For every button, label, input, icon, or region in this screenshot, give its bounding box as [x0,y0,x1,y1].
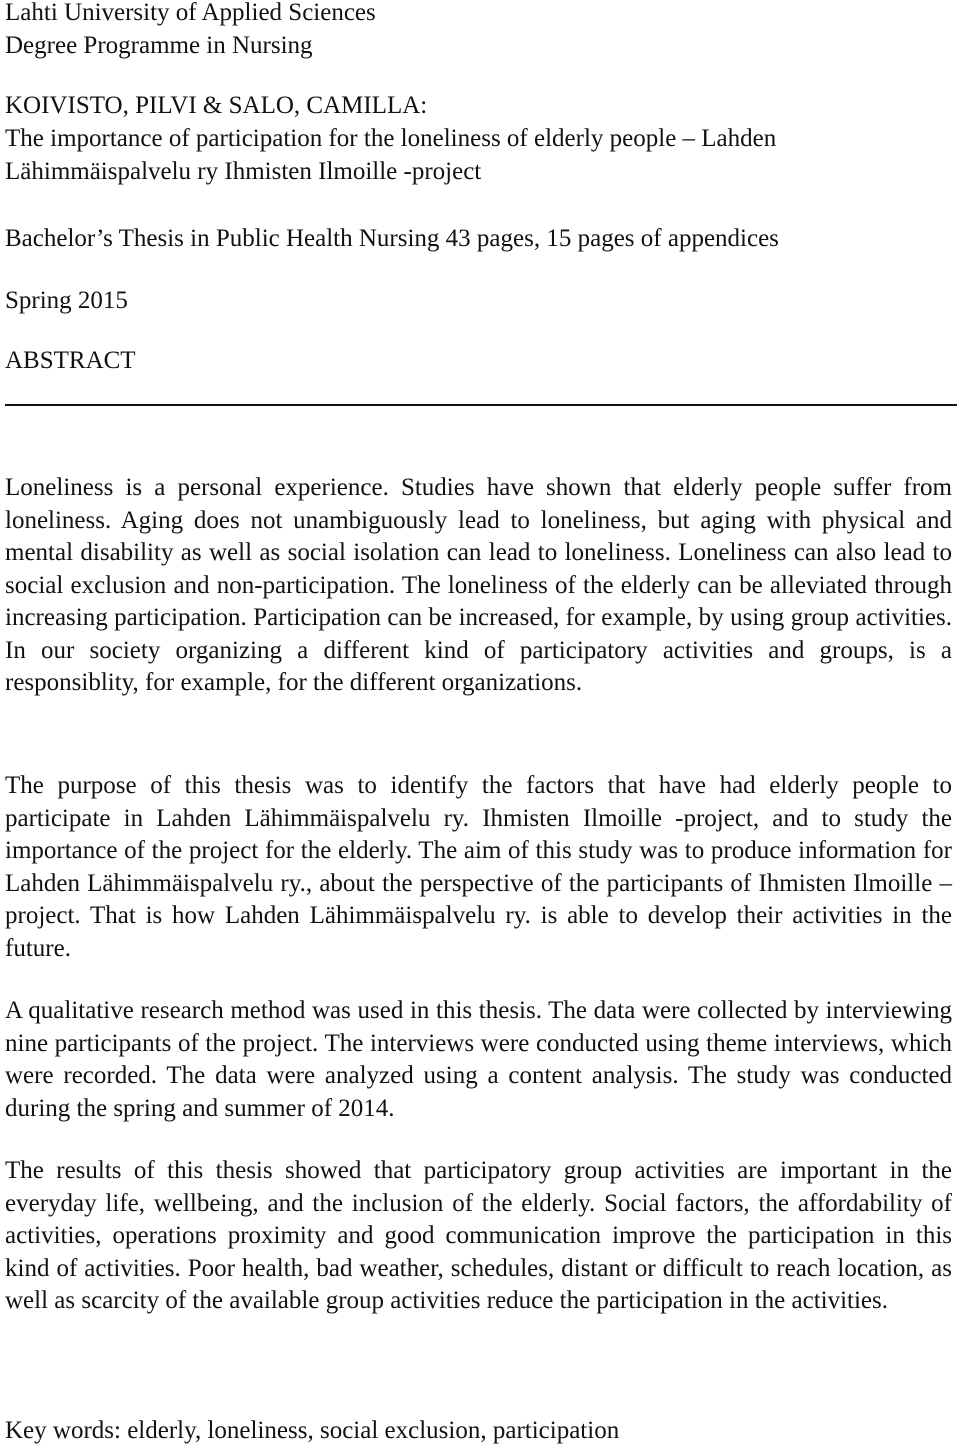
abstract-paragraph-2: The purpose of this thesis was to identify the factors that have had elderly people to participate in Lahden Lähimmäispalvelu ry. Ihmisten Ilmoille -project, and to study the importance of the project for the elderly. The aim of this study was to produce information for Lahden Lähimmäispalvelu ry., about the perspective of the participants of Ihmisten Ilmoille –project. That is how Lahden Lähimmäispalvelu ry. is able to develop their activities in the future. [5,772,952,962]
degree-programme: Degree Programme in Nursing [5,32,313,59]
authors: KOIVISTO, PILVI & SALO, CAMILLA: [5,92,428,119]
term: Spring 2015 [5,287,128,314]
section-label-abstract: ABSTRACT [5,347,136,374]
abstract-divider [5,404,957,406]
university-name: Lahti University of Applied Sciences [5,0,376,26]
abstract-paragraph-1: Loneliness is a personal experience. Studies have shown that elderly people suffer from loneliness. Aging does not unambiguously lead to loneliness, but aging with physical and mental disability as well as social isolation can lead to loneliness. Loneliness can also lead to social exclusion and non-participation. The loneliness of the elderly can be alleviated through increasing participation. Participation can be increased, for example, by using group activities. In our society organizing a different kind of participatory activities and groups, is a responsiblity, for example, for the different organizations. [5,474,952,696]
thesis-info: Bachelor’s Thesis in Public Health Nursing 43 pages, 15 pages of appendices [5,225,779,252]
thesis-title-line-2: Lähimmäispalvelu ry Ihmisten Ilmoille -project [5,158,482,185]
thesis-title-line-1: The importance of participation for the loneliness of elderly people – Lahden [5,125,777,152]
keywords: Key words: elderly, loneliness, social exclusion, participation [5,1417,620,1444]
abstract-paragraph-4: The results of this thesis showed that participatory group activities are important in the everyday life, wellbeing, and the inclusion of the elderly. Social factors, the affordability of activities, operations proximity and good communication improve the participation in this kind of activities. Poor health, bad weather, schedules, distant or difficult to reach location, as well as scarcity of the available group activities reduce the participation in the activities. [5,1157,952,1314]
abstract-paragraph-3: A qualitative research method was used in this thesis. The data were collected by interviewing nine participants of the project. The interviews were conducted using theme interviews, which were recorded. The data were analyzed using a content analysis. The study was conducted during the spring and summer of 2014. [5,997,952,1122]
